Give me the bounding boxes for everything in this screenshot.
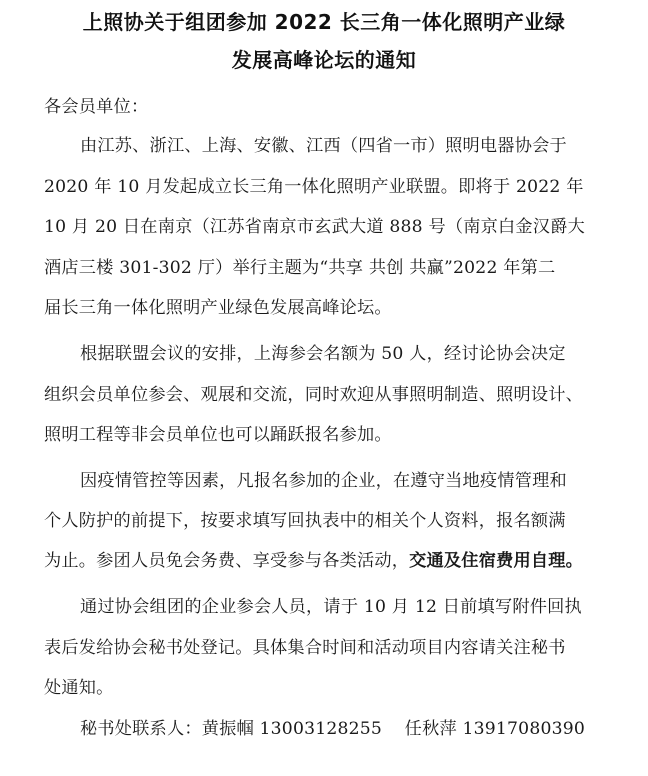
paragraph-2-line-1: 根据联盟会议的安排，上海参会名额为 50 人，经讨论协会决定	[80, 344, 566, 364]
contact-line: 秘书处联系人：黄振帼 13003128255 任秋萍 13917080390	[80, 719, 585, 739]
paragraph-3-line-2: 个人防护的前提下，按要求填写回执表中的相关个人资料，报名额满	[44, 511, 566, 531]
paragraph-1-line-1: 由江苏、浙江、上海、安徽、江西（四省一市）照明电器协会于	[80, 136, 567, 156]
paragraph-4-line-2: 表后发给协会秘书处登记。具体集合时间和活动项目内容请关注秘书	[44, 638, 566, 658]
paragraph-4-line-1: 通过协会组团的企业参会人员，请于 10 月 12 日前填写附件回执	[80, 597, 582, 617]
salutation: 各会员单位：	[44, 97, 149, 117]
paragraph-1-line-4: 酒店三楼 301-302 厅）举行主题为“共享 共创 共赢”2022 年第二	[44, 258, 556, 278]
paragraph-1-line-2: 2020 年 10 月发起成立长三角一体化照明产业联盟。即将于 2022 年	[44, 177, 584, 197]
paragraph-1-line-3: 10 月 20 日在南京（江苏省南京市玄武大道 888 号（南京白金汉爵大	[44, 217, 585, 237]
paragraph-4-line-3: 处通知。	[44, 678, 114, 698]
self-paid-notice: 交通及住宿费用自理。	[409, 551, 584, 571]
paragraph-3-line-3	[44, 546, 604, 571]
document-title-line-2: 发展高峰论坛的通知	[231, 48, 417, 72]
paragraph-1-line-5: 届长三角一体化照明产业绿色发展高峰论坛。	[44, 298, 392, 318]
paragraph-2-line-3: 照明工程等非会员单位也可以踊跃报名参加。	[44, 425, 392, 445]
paragraph-3-line-1: 因疫情管控等因素，凡报名参加的企业，在遵守当地疫情管理和	[80, 471, 567, 491]
paragraph-2-line-2: 组织会员单位参会、观展和交流，同时欢迎从事照明制造、照明设计、	[44, 385, 584, 405]
document-title-line-1: 上照协关于组团参加 2022 长三角一体化照明产业绿	[82, 10, 566, 34]
paragraph-3-line-3-text: 为止。参团人员免会务费、享受参与各类活动，	[44, 551, 410, 571]
